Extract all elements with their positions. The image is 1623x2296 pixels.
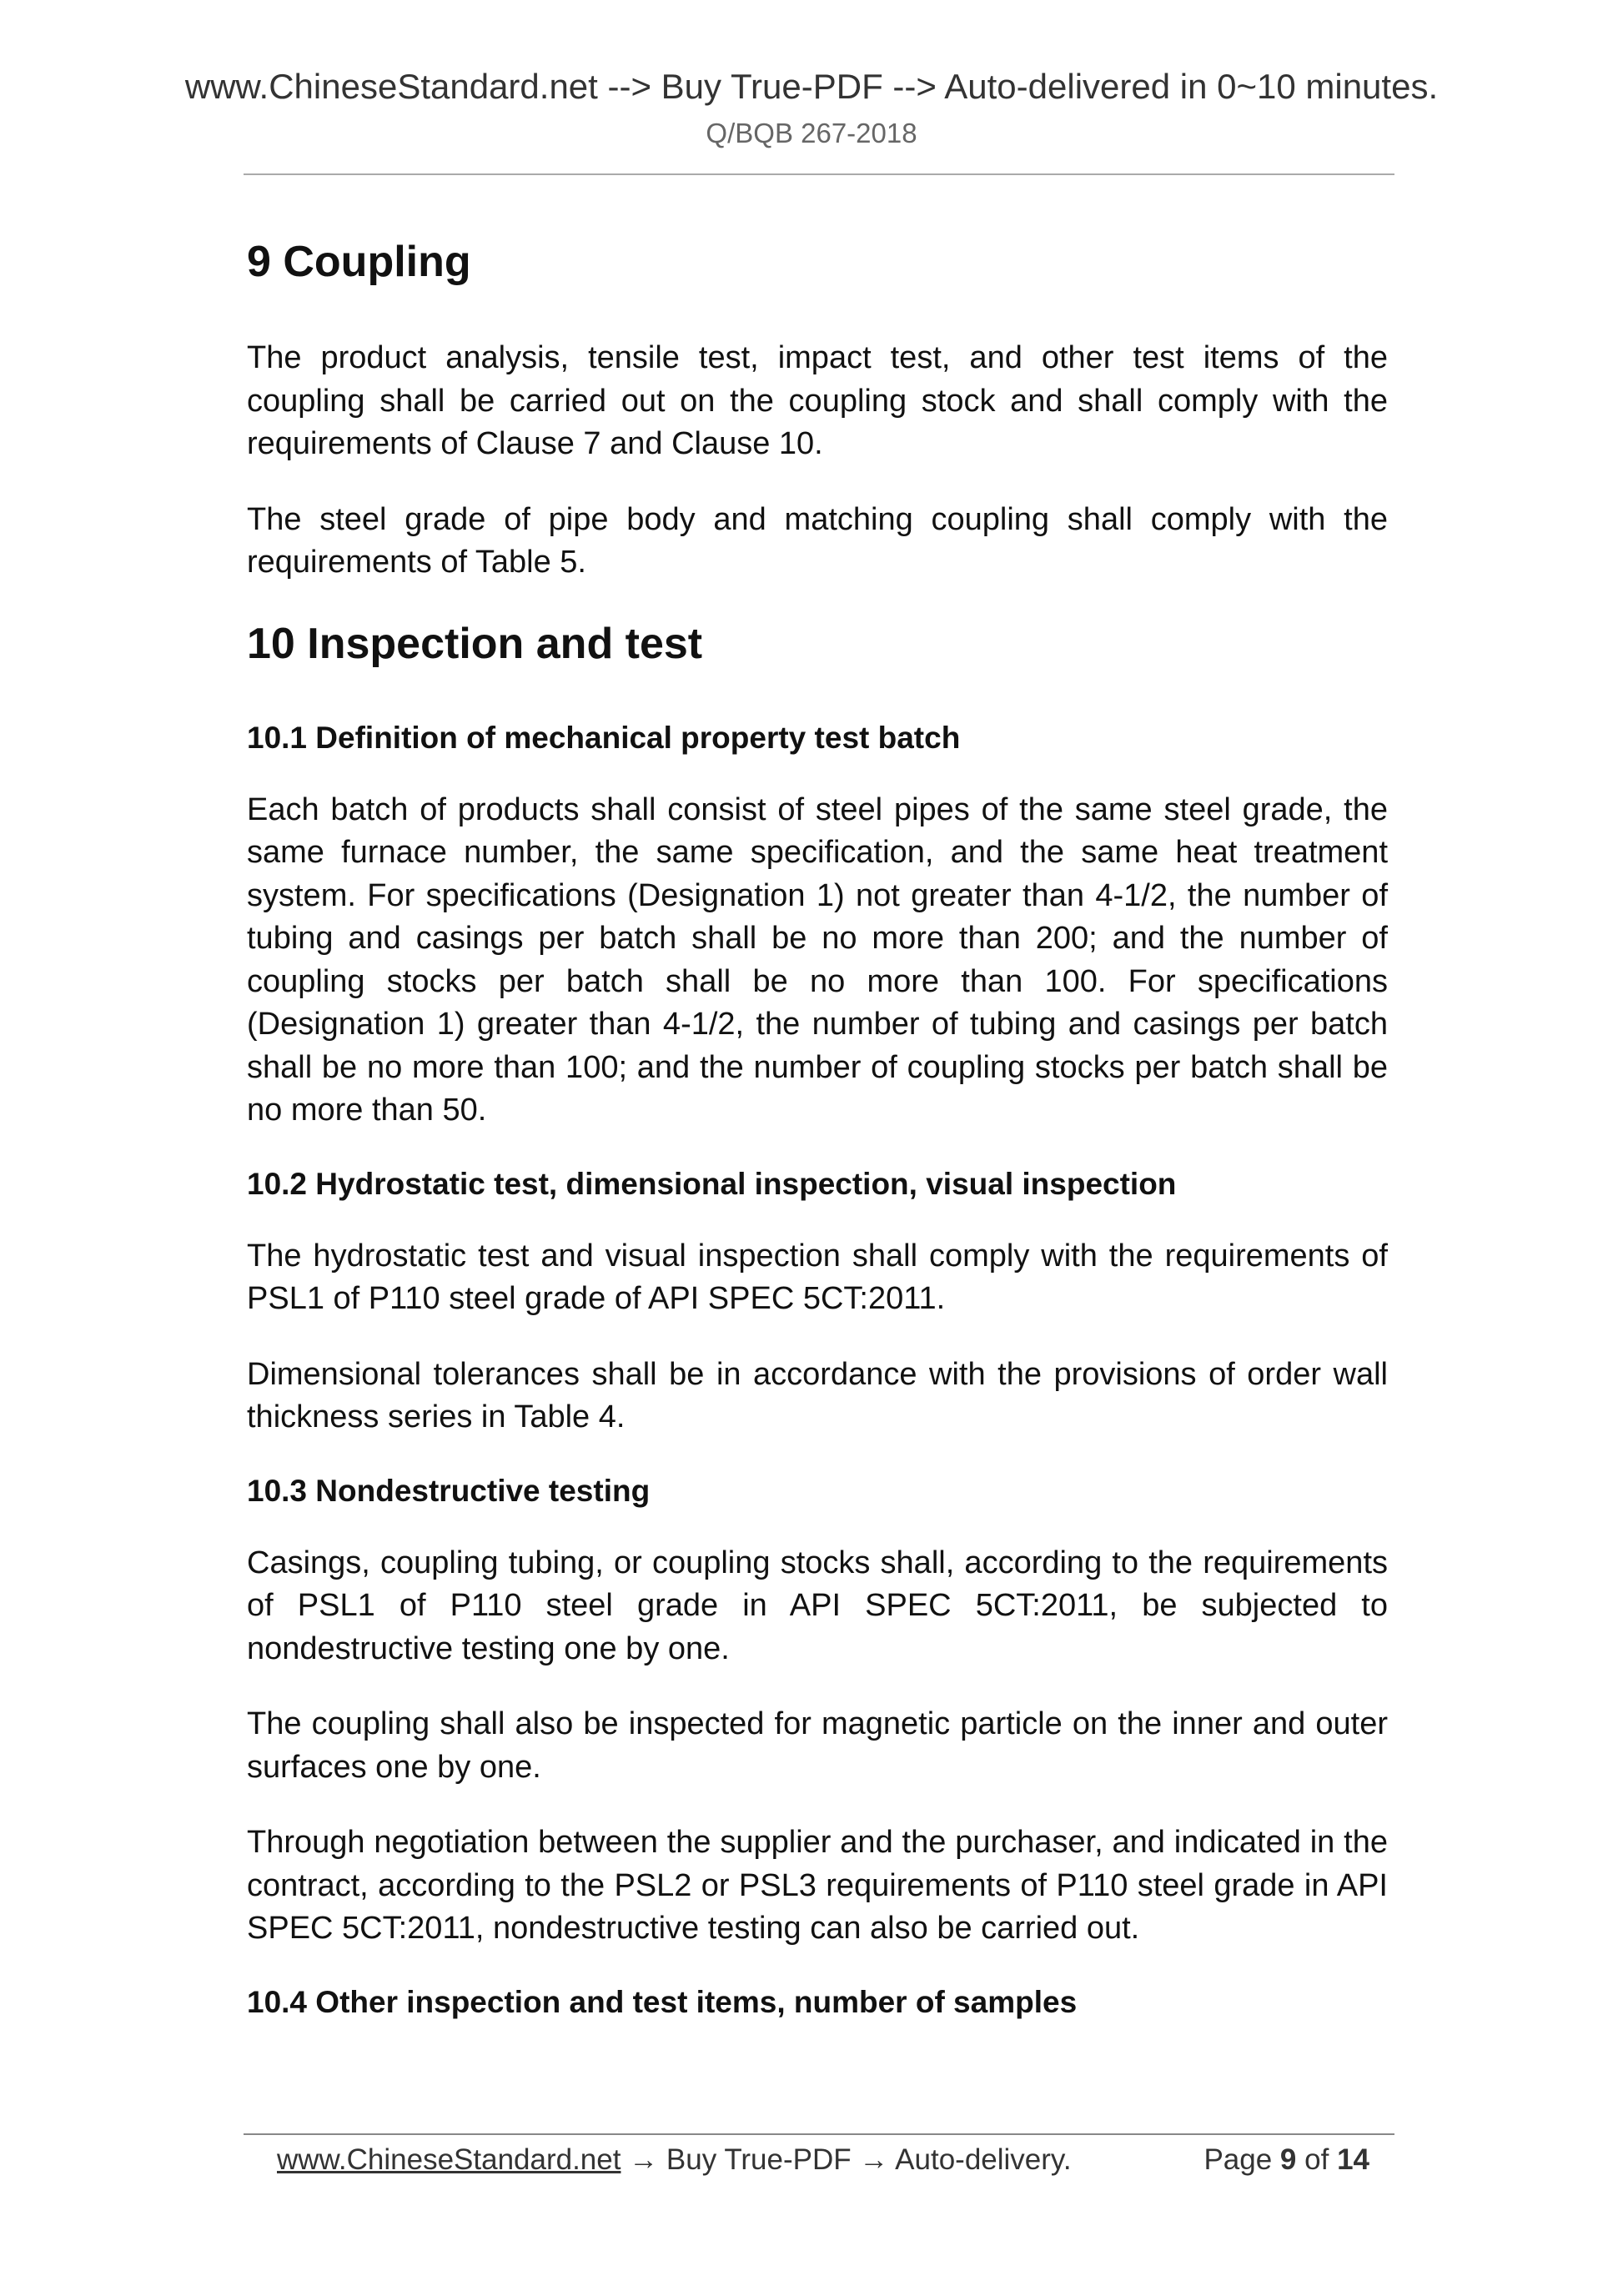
section-10-2-paragraph-2: Dimensional tolerances shall be in accordance with the provisions of order wall thickness series in Table 4. bbox=[247, 1356, 1388, 1434]
document-body bbox=[247, 235, 1388, 2053]
header-banner[interactable]: www.ChineseStandard.net --> Buy True-PDF --> Auto-delivered in 0~10 minutes. bbox=[184, 67, 1439, 106]
page-indicator bbox=[1203, 2140, 1369, 2180]
section-10-3-paragraph-1: Casings, coupling tubing, or coupling stocks shall, according to the requirements of PSL1 of P110 steel grade in API SPEC 5CT:2011, be subjected to nondestructive testing one by one. bbox=[247, 1545, 1388, 1666]
section-10-3-paragraph-3: Through negotiation between the supplier and the purchaser, and indicated in the contract, according to the PSL2 or PSL3 requirements of P110 steel grade in API SPEC 5CT:2011, nondestructive testing can also be carried out. bbox=[247, 1825, 1388, 1946]
section-9-title: 9 Coupling bbox=[247, 238, 471, 286]
section-10-4-title: 10.4 Other inspection and test items, number of samples bbox=[247, 1984, 1078, 2019]
section-10-1-paragraph-1: Each batch of products shall consist of steel pipes of the same steel grade, the same furnace number, the same specification, and the same heat treatment system. For specifications (Designation 1) not greater than 4-1/2, the number of tubing and casings per batch shall be no more than 200; and the number of coupling stocks per batch shall be no more than 100. For specifications (Designation 1) greater than 4-1/2, the number of tubing and casings per batch shall be no more than 100; and the number of coupling stocks per batch shall be no more than 50. bbox=[247, 791, 1388, 1128]
page-of-label: of bbox=[1304, 2143, 1329, 2176]
footer-site-link[interactable]: www.ChineseStandard.net bbox=[277, 2143, 621, 2176]
section-10-3-paragraph-2: The coupling shall also be inspected for magnetic particle on the inner and outer surfaces one by one. bbox=[247, 1706, 1388, 1785]
section-9-paragraph-2: The steel grade of pipe body and matching coupling shall comply with the requirements of Table 5. bbox=[247, 501, 1388, 580]
section-10-3-title: 10.3 Nondestructive testing bbox=[247, 1473, 651, 1508]
header-divider bbox=[244, 173, 1394, 175]
section-10-2-title: 10.2 Hydrostatic test, dimensional inspection, visual inspection bbox=[247, 1166, 1177, 1201]
footer-divider bbox=[244, 2133, 1394, 2135]
section-9-paragraph-1: The product analysis, tensile test, impact test, and other test items of the coupling shall be carried out on the coupling stock and shall comply with the requirements of Clause 7 and Clause 10. bbox=[247, 340, 1388, 461]
section-10-title: 10 Inspection and test bbox=[247, 619, 703, 668]
page-label: Page bbox=[1203, 2143, 1273, 2176]
standard-code: Q/BQB 267-2018 bbox=[706, 118, 917, 148]
footer-left bbox=[277, 2140, 1072, 2180]
section-10-1-title: 10.1 Definition of mechanical property test batch bbox=[247, 720, 961, 755]
page-total: 14 bbox=[1337, 2143, 1369, 2176]
page-header bbox=[0, 65, 1623, 152]
page-current: 9 bbox=[1279, 2143, 1297, 2176]
footer-tagline: → Buy True-PDF → Auto-delivery. bbox=[621, 2143, 1072, 2176]
section-10-2-paragraph-1: The hydrostatic test and visual inspection shall comply with the requirements of PSL1 of P110 steel grade of API SPEC 5CT:2011. bbox=[247, 1238, 1388, 1316]
